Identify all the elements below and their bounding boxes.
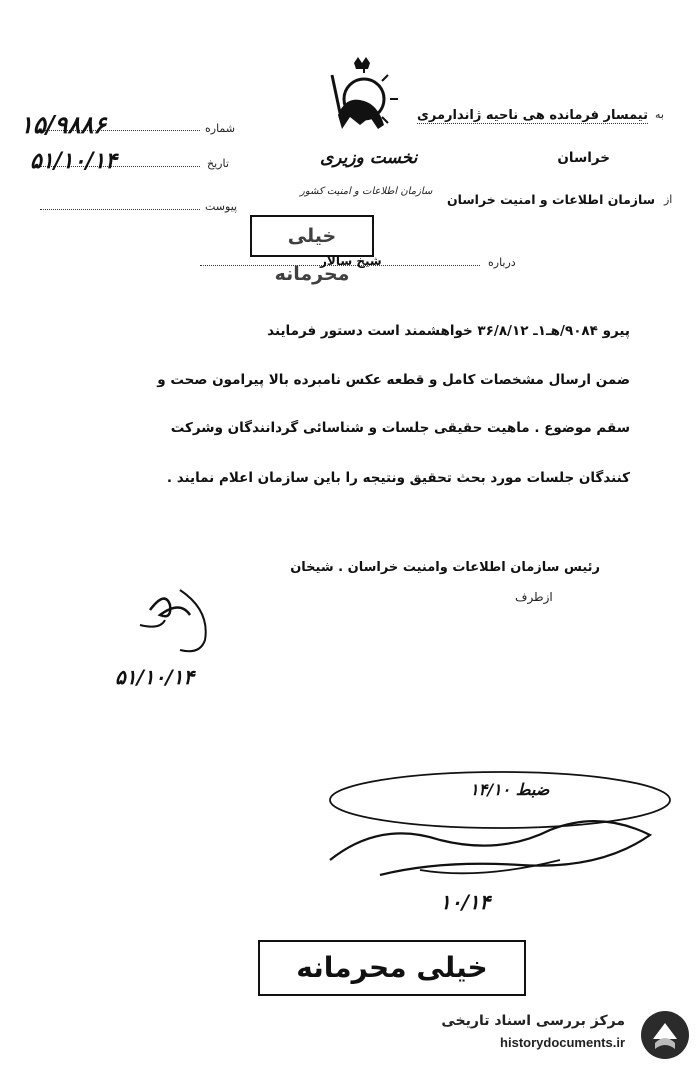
date-label: تاریخ bbox=[207, 157, 229, 170]
archive-logo-icon bbox=[639, 1009, 691, 1061]
from-label: از bbox=[664, 193, 673, 206]
signature-sub: ازطرف bbox=[515, 590, 553, 604]
from-value: سازمان اطلاعات و امنیت خراسان bbox=[447, 192, 655, 207]
lion-and-sun-emblem bbox=[320, 55, 400, 145]
date-handwritten: ۵۱/۱۰/۱۴ bbox=[30, 148, 117, 174]
watermark-url: historydocuments.ir bbox=[500, 1035, 625, 1050]
number-label: شماره bbox=[205, 122, 236, 135]
addressee-label: به bbox=[655, 108, 664, 121]
body-line-3: سقم موضوع . ماهیت حقیقی جلسات و شناسائی گردانندگان وشرکت bbox=[170, 420, 630, 436]
margin-date: ۱۰/۱۴ bbox=[440, 890, 491, 914]
watermark-name: مرکز بررسی اسناد تاریخی bbox=[441, 1013, 625, 1029]
addressee-region: خراسان bbox=[557, 150, 610, 166]
attachment-label: پیوست bbox=[205, 200, 238, 213]
bottom-confidential-stamp bbox=[258, 940, 526, 996]
number-handwritten: ۱۵/۹۸۸۶ bbox=[20, 110, 107, 139]
body-line-1: پیرو ۹۰۸۴/هـ۱ـ ۳۶/۸/۱۲ خواهشمند است دستور فرمایند bbox=[267, 323, 630, 339]
attachment-dotted-line bbox=[40, 209, 200, 210]
addressee: تیمسار فرمانده هی ناحیه ژاندارمری bbox=[416, 108, 648, 123]
body-line-2: ضمن ارسال مشخصات کامل و قطعه عکس نامبرده بالا پیرامون صحت و bbox=[157, 372, 630, 388]
margin-note: ضبط ۱۴/۱۰ bbox=[470, 780, 550, 799]
handwritten-signature bbox=[110, 570, 230, 660]
body-line-4: کنندگان جلسات مورد بحث تحقیق ونتیجه را باین سازمان اعلام نمایند . bbox=[166, 470, 630, 486]
ministry-title: نخست وزیری bbox=[320, 148, 418, 168]
signature-title: رئیس سازمان اطلاعات وامنیت خراسان . شیخان bbox=[290, 560, 600, 575]
agency-line: سازمان اطلاعات و امنیت کشور bbox=[300, 186, 433, 197]
signature-date: ۵۱/۱۰/۱۴ bbox=[115, 665, 195, 689]
bottom-stamp-text: خیلی محرمانه bbox=[296, 951, 488, 984]
top-stamp-text: خیلی محرمانه bbox=[274, 225, 350, 285]
subject-label: درباره bbox=[488, 256, 516, 269]
subject-value: شیخ سالار bbox=[320, 254, 382, 268]
watermark-block bbox=[420, 1005, 695, 1065]
